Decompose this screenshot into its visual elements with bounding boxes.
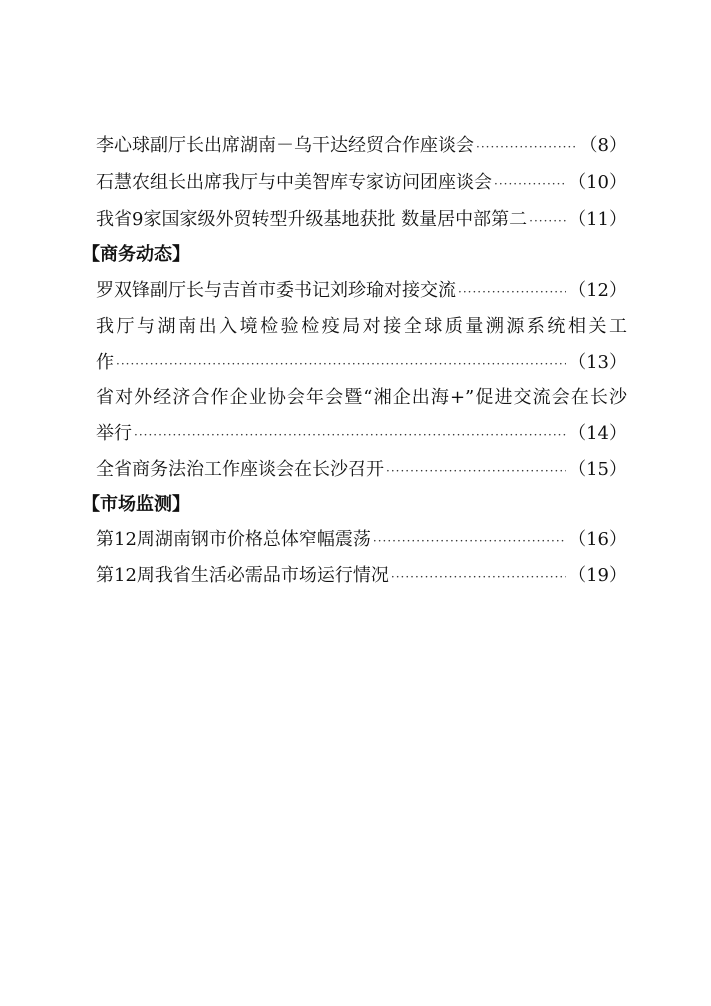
toc-entry-title: 作 — [96, 352, 114, 373]
leader-dots — [116, 352, 566, 376]
toc-entry[interactable] — [96, 134, 627, 159]
toc-entry-title: 罗双锋副厅长与吉首市委书记刘珍瑜对接交流 — [96, 280, 456, 301]
toc-entry-title: 石慧农组长出席我厅与中美智库专家访问团座谈会 — [96, 172, 492, 193]
toc-entry-page: （12） — [568, 280, 627, 301]
toc-entry-page: （19） — [568, 565, 627, 586]
leader-dots — [529, 209, 566, 233]
toc-entry[interactable] — [96, 564, 627, 589]
toc-entry[interactable] — [96, 422, 627, 447]
toc-entry[interactable] — [96, 458, 627, 483]
toc-entry[interactable] — [96, 171, 627, 196]
leader-dots — [134, 423, 566, 447]
section-heading-market: 【市场监测】 — [82, 494, 190, 515]
toc-entry[interactable] — [96, 528, 627, 553]
toc-entry-line1[interactable]: 省对外经济合作企业协会年会暨“湘企出海+”促进交流会在长沙 — [96, 387, 627, 408]
toc-entry[interactable] — [96, 279, 627, 304]
toc-entry-page: （10） — [568, 172, 627, 193]
leader-dots — [373, 529, 566, 553]
leader-dots — [391, 565, 566, 589]
leader-dots — [458, 280, 566, 304]
leader-dots — [476, 135, 578, 159]
toc-entry-line1[interactable]: 我厅与湖南出入境检验检疫局对接全球质量溯源系统相关工 — [96, 316, 627, 337]
toc-entry-page: （15） — [568, 459, 627, 480]
section-heading-commerce: 【商务动态】 — [82, 244, 190, 265]
toc-entry-title: 第12周湖南钢市价格总体窄幅震荡 — [96, 529, 371, 550]
toc-entry-title: 我省9家国家级外贸转型升级基地获批 数量居中部第二 — [96, 209, 528, 230]
toc-entry-title: 李心球副厅长出席湖南－乌干达经贸合作座谈会 — [96, 135, 474, 156]
toc-entry-title: 全省商务法治工作座谈会在长沙召开 — [96, 459, 384, 480]
toc-entry[interactable] — [96, 351, 627, 376]
toc-entry-title: 第12周我省生活必需品市场运行情况 — [96, 565, 389, 586]
leader-dots — [386, 459, 566, 483]
toc-entry-page: （16） — [568, 529, 627, 550]
toc-entry-page: （11） — [568, 209, 627, 230]
toc-entry-page: （13） — [568, 352, 627, 373]
toc-entry-title: 举行 — [96, 423, 132, 444]
toc-entry-page: （14） — [568, 423, 627, 444]
leader-dots — [494, 172, 566, 196]
toc-entry[interactable] — [96, 208, 627, 233]
toc-entry-page: （8） — [579, 135, 627, 156]
